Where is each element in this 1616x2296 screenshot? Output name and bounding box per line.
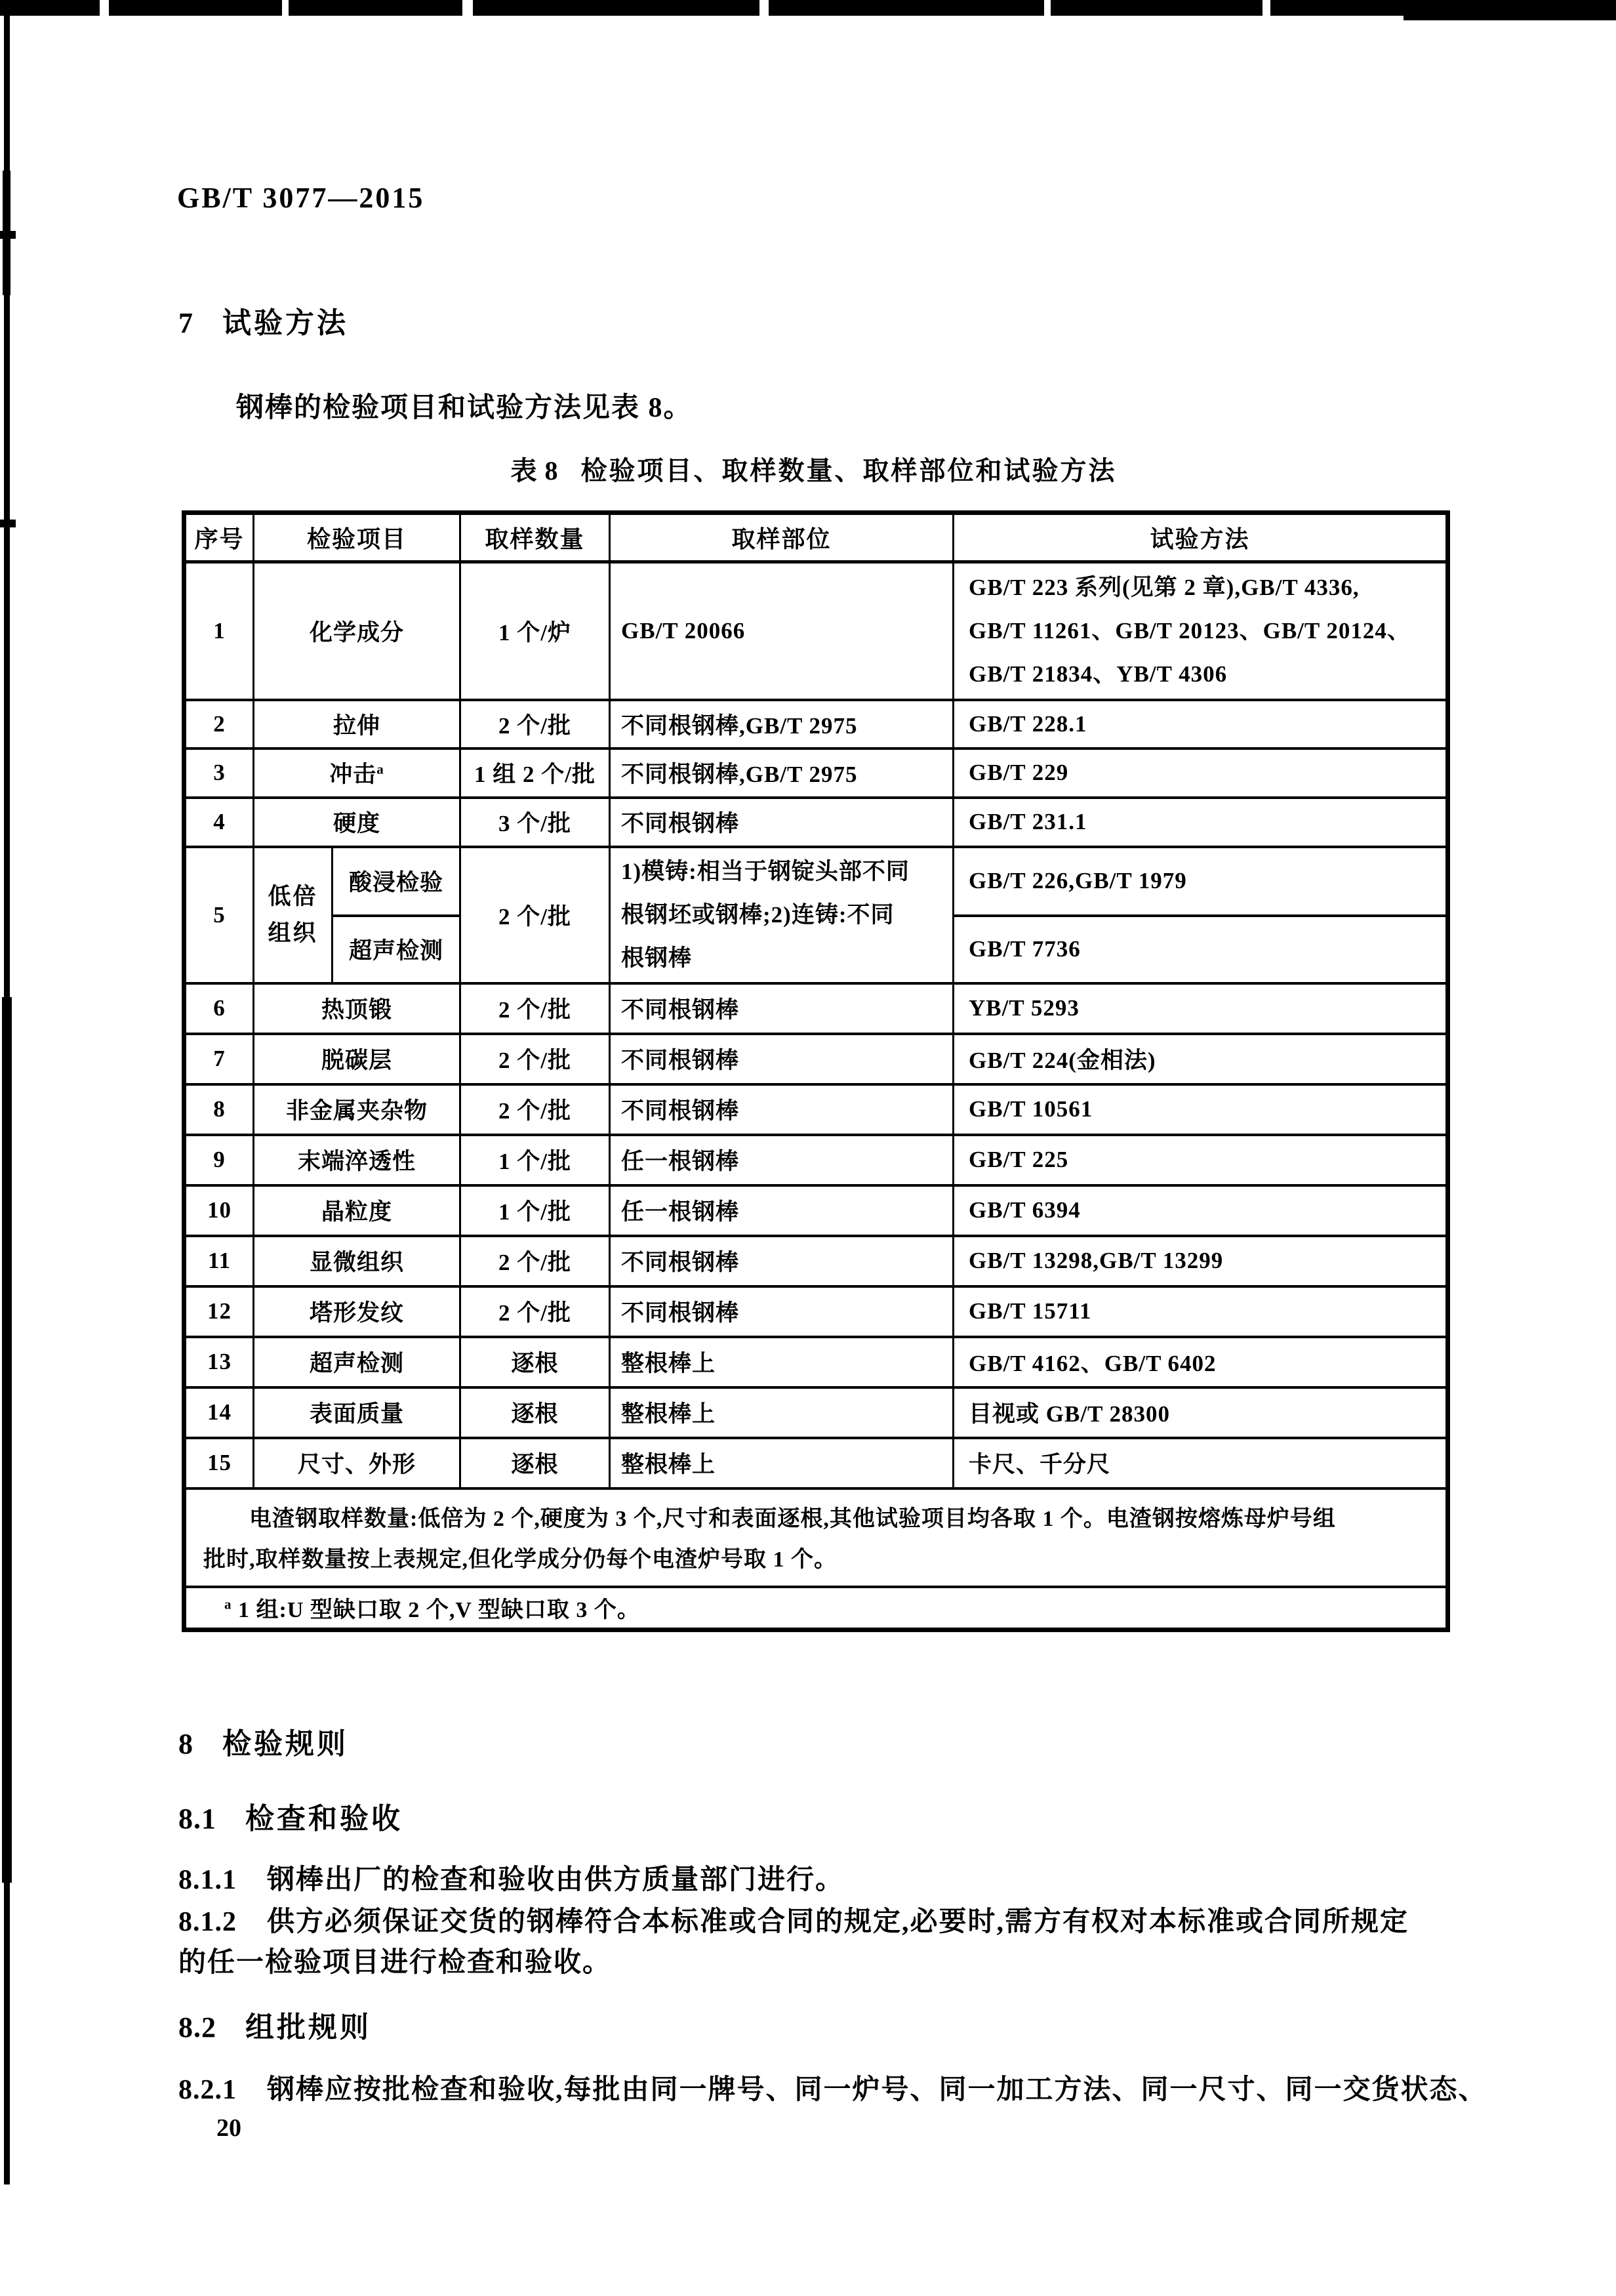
cell-qty: 2 个/批 [460, 1084, 610, 1135]
table-row [184, 1438, 1448, 1488]
cell-qty: 1 个/炉 [460, 562, 610, 700]
cell-item: 显微组织 [254, 1236, 460, 1286]
cell-location: 不同根钢棒 [610, 983, 954, 1034]
cell-seq: 10 [184, 1185, 254, 1236]
section-8-2-number: 8.2 [178, 2011, 216, 2043]
cell-method: GB/T 228.1 [954, 700, 1448, 748]
cell-item: 塔形发纹 [254, 1286, 460, 1337]
cell-method: GB/T 15711 [954, 1286, 1448, 1337]
cell-method: GB/T 224(金相法) [954, 1034, 1448, 1084]
section-8-1-number: 8.1 [178, 1803, 216, 1835]
section-8-2-title: 组批规则 [245, 2011, 371, 2043]
cell-location: 不同根钢棒 [610, 798, 954, 847]
scan-artifact-top-bar-right [1404, 0, 1616, 20]
cell-qty: 2 个/批 [460, 1236, 610, 1286]
cell-seq: 6 [184, 983, 254, 1034]
cell-seq: 9 [184, 1135, 254, 1185]
cell-item: 超声检测 [254, 1337, 460, 1387]
cell-location: 不同根钢棒 [610, 1034, 954, 1084]
cell-qty: 2 个/批 [460, 1034, 610, 1084]
section-8-heading [178, 1720, 348, 1762]
location-line: 根钢棒 [621, 945, 693, 971]
scan-artifact-tick [0, 231, 16, 239]
cell-location: 不同根钢棒 [610, 1084, 954, 1135]
standard-code-header: GB/T 3077—2015 [177, 182, 425, 214]
cell-item: 脱碳层 [254, 1034, 460, 1084]
cell-item-group [254, 847, 333, 983]
table-header-row [184, 513, 1448, 562]
scan-artifact-left-line-segment [2, 997, 12, 1883]
footnote-marker: a [224, 1596, 232, 1612]
clause-8-1-2-text-line1: 供方必须保证交货的钢棒符合本标准或合同的规定,必要时,需方有权对本标准或合同所规定 [267, 1907, 1409, 1937]
clause-8-1-1 [178, 1858, 844, 1897]
section-8-number: 8 [178, 1728, 193, 1760]
inspection-table [182, 510, 1450, 1632]
cell-seq: 2 [184, 700, 254, 748]
table-footnote [184, 1587, 1448, 1630]
cell-qty: 1 组 2 个/批 [460, 748, 610, 798]
header-qty: 取样数量 [460, 513, 610, 562]
table-row [184, 1387, 1448, 1438]
item-group-line: 组织 [268, 920, 318, 946]
table-row [184, 1135, 1448, 1185]
cell-location: 不同根钢棒 [610, 1286, 954, 1337]
cell-method: GB/T 10561 [954, 1084, 1448, 1135]
scan-notch [1044, 0, 1051, 16]
cell-item: 硬度 [254, 798, 460, 847]
cell-location: 不同根钢棒,GB/T 2975 [610, 748, 954, 798]
scan-notch [282, 0, 289, 16]
cell-qty: 1 个/批 [460, 1185, 610, 1236]
cell-location: 整根棒上 [610, 1387, 954, 1438]
cell-method: 目视或 GB/T 28300 [954, 1387, 1448, 1438]
cell-qty: 2 个/批 [460, 983, 610, 1034]
table-row [184, 983, 1448, 1034]
section-7-heading [178, 299, 348, 341]
cell-seq: 13 [184, 1337, 254, 1387]
cell-qty: 2 个/批 [460, 700, 610, 748]
cell-qty: 2 个/批 [460, 1286, 610, 1337]
section-7-title: 试验方法 [222, 307, 348, 339]
cell-method: GB/T 6394 [954, 1185, 1448, 1236]
clause-8-1-2-line2: 的任一检验项目进行检查和验收。 [178, 1948, 612, 1978]
method-line: GB/T 11261、GB/T 20123、GB/T 20124、 [969, 617, 1411, 644]
table-row [184, 847, 1448, 916]
cell-method: GB/T 231.1 [954, 798, 1448, 847]
cell-qty: 逐根 [460, 1337, 610, 1387]
table-8-title [182, 450, 1445, 487]
cell-seq: 4 [184, 798, 254, 847]
cell-sub-item: 超声检测 [333, 916, 460, 983]
table-row [184, 562, 1448, 700]
cell-item: 热顶锻 [254, 983, 460, 1034]
section-7-number: 7 [178, 307, 193, 339]
clause-8-2-1 [178, 2068, 1487, 2107]
cell-item: 非金属夹杂物 [254, 1084, 460, 1135]
item-group-line: 低倍 [268, 883, 318, 909]
cell-location: 任一根钢棒 [610, 1135, 954, 1185]
cell-seq: 8 [184, 1084, 254, 1135]
scan-artifact-top-bar [0, 0, 1616, 16]
scan-artifact-tick [0, 520, 16, 527]
cell-location: 不同根钢棒,GB/T 2975 [610, 700, 954, 748]
cell-seq: 15 [184, 1438, 254, 1488]
section-8-title: 检验规则 [222, 1728, 348, 1760]
clause-8-1-2-number: 8.1.2 [178, 1907, 237, 1937]
cell-method: GB/T 229 [954, 748, 1448, 798]
cell-method: GB/T 4162、GB/T 6402 [954, 1337, 1448, 1387]
footnote-marker-ref: a [376, 761, 384, 777]
cell-location: 整根棒上 [610, 1337, 954, 1387]
table-8 [182, 510, 1450, 1632]
scan-notch [462, 0, 473, 16]
cell-seq: 1 [184, 562, 254, 700]
cell-seq: 3 [184, 748, 254, 798]
clause-8-1-1-text: 钢棒出厂的检查和验收由供方质量部门进行。 [267, 1865, 845, 1895]
method-line: GB/T 223 系列(见第 2 章),GB/T 4336, [969, 574, 1360, 600]
note-line: 电渣钢取样数量:低倍为 2 个,硬度为 3 个,尺寸和表面逐根,其他试验项目均各取 1 个。电渣钢按熔炼母炉号组 [249, 1506, 1336, 1531]
clause-8-1-2-line1 [178, 1900, 1409, 1939]
header-item: 检验项目 [254, 513, 460, 562]
cell-item: 冲击$^a$ [254, 748, 460, 798]
clause-8-2-1-number: 8.2.1 [178, 2075, 237, 2105]
cell-location: GB/T 20066 [610, 562, 954, 700]
method-line: GB/T 21834、YB/T 4306 [969, 661, 1228, 687]
scan-notch [1262, 0, 1270, 16]
table-row [184, 748, 1448, 798]
location-line: 1)模铸:相当于钢锭头部不同 [621, 858, 910, 884]
table-row [184, 1034, 1448, 1084]
table-note [184, 1488, 1448, 1587]
clause-8-2-1-text: 钢棒应按批检查和验收,每批由同一牌号、同一炉号、同一加工方法、同一尺寸、同一交货状态、 [267, 2075, 1487, 2105]
cell-method: GB/T 226,GB/T 1979 [954, 847, 1448, 916]
section-8-1-title: 检查和验收 [245, 1803, 403, 1835]
cell-location: 不同根钢棒 [610, 1236, 954, 1286]
cell-seq: 14 [184, 1387, 254, 1438]
clause-8-1-1-number: 8.1.1 [178, 1865, 237, 1895]
cell-seq: 12 [184, 1286, 254, 1337]
table-row [184, 1286, 1448, 1337]
table-row [184, 1185, 1448, 1236]
cell-method [954, 562, 1448, 700]
cell-location: 整根棒上 [610, 1438, 954, 1488]
table-8-label: 表 8 [510, 456, 559, 485]
page-number: 20 [216, 2114, 241, 2142]
cell-method: GB/T 7736 [954, 916, 1448, 983]
cell-method: 卡尺、千分尺 [954, 1438, 1448, 1488]
header-seq: 序号 [184, 513, 254, 562]
table-row [184, 1084, 1448, 1135]
table-8-title-text: 检验项目、取样数量、取样部位和试验方法 [580, 456, 1117, 485]
cell-seq: 11 [184, 1236, 254, 1286]
cell-item: 表面质量 [254, 1387, 460, 1438]
table-row [184, 1337, 1448, 1387]
note-line: 批时,取样数量按上表规定,但化学成分仍每个电渣炉号取 1 个。 [203, 1547, 837, 1572]
cell-method: YB/T 5293 [954, 983, 1448, 1034]
cell-item: 末端淬透性 [254, 1135, 460, 1185]
cell-qty: 逐根 [460, 1438, 610, 1488]
section-8-2-heading [178, 2003, 371, 2045]
table-row [184, 700, 1448, 748]
cell-item: 化学成分 [254, 562, 460, 700]
table-note-row [184, 1488, 1448, 1587]
header-method: 试验方法 [954, 513, 1448, 562]
location-line: 根钢坯或钢棒;2)连铸:不同 [621, 901, 895, 928]
cell-method: GB/T 13298,GB/T 13299 [954, 1236, 1448, 1286]
cell-qty: 逐根 [460, 1387, 610, 1438]
scan-notch [100, 0, 109, 16]
footnote-text: 1 组:U 型缺口取 2 个,V 型缺口取 3 个。 [238, 1598, 640, 1623]
cell-qty: 2 个/批 [460, 847, 610, 983]
cell-qty: 3 个/批 [460, 798, 610, 847]
cell-seq: 5 [184, 847, 254, 983]
cell-item: 晶粒度 [254, 1185, 460, 1236]
table-row [184, 798, 1448, 847]
cell-location [610, 847, 954, 983]
header-location: 取样部位 [610, 513, 954, 562]
cell-item: 拉伸 [254, 700, 460, 748]
section-8-1-heading [178, 1795, 403, 1837]
table-footnote-row [184, 1587, 1448, 1630]
cell-qty: 1 个/批 [460, 1135, 610, 1185]
scan-notch [759, 0, 769, 16]
table-row [184, 1236, 1448, 1286]
cell-location: 任一根钢棒 [610, 1185, 954, 1236]
cell-item: 尺寸、外形 [254, 1438, 460, 1488]
cell-sub-item: 酸浸检验 [333, 847, 460, 916]
cell-seq: 7 [184, 1034, 254, 1084]
cell-method: GB/T 225 [954, 1135, 1448, 1185]
section-7-intro-paragraph: 钢棒的检验项目和试验方法见表 8。 [236, 393, 693, 423]
